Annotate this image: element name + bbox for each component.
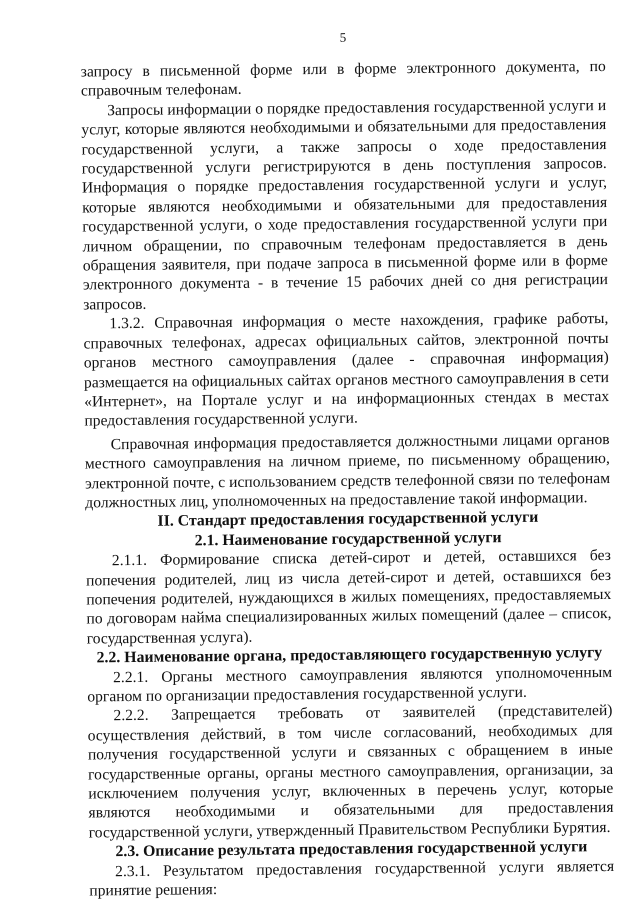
subsection-heading-2-2: 2.2. Наименование органа, предоставляющего государственную услугу — [96, 644, 603, 667]
paragraph-continuation: запросу в письменной форме или в форме электронного документа, по справочным телефонам. — [80, 58, 606, 100]
section-heading-ii: II. Стандарт предоставления государственной услуги — [157, 509, 539, 531]
document-body — [81, 57, 615, 901]
paragraph-2-2-1: 2.2.1. Органы местного самоуправления являются уполномоченным органом по организации предоставления государственной услуги. — [87, 663, 613, 706]
page-number: 5 — [339, 29, 347, 45]
paragraph-1-3-2: 1.3.2. Справочная информация о месте нахождения, графике работы, справочных телефонах, адресах официальных сайтов, электронной почты органов местного самоуправления (далее - справочная информация) размещается на официальных сайтах органов местного самоуправления в сети «Интернет», на Портале услуг и на информационных стендах в местах предоставления государственной услуги. — [83, 310, 610, 430]
subsection-heading-2-1: 2.1. Наименование государственной услуги — [194, 528, 502, 550]
paragraph-reference-info: Справочная информация предоставляется должностными лицами органов местного самоуправления на личном приеме, по письменному обращению, электронной почте, с использованием средств телефонной связи по телефонам должностных лиц, уполномоченных на предоставление такой информации. — [84, 430, 611, 512]
subsection-heading-2-3: 2.3. Описание результата предоставления государственной услуги — [115, 838, 588, 861]
paragraph-2-3-1: 2.3.1. Результатом предоставления государственной услуги является принятие решения: — [89, 857, 615, 900]
paragraph-2-1-1: 2.1.1. Формирование списка детей-сирот и детей, оставшихся без попечения родителей, лиц из числа детей-сирот и детей, оставшихся без попечения родителей, нуждающихся в жилых помещениях, предоставляемых по договорам найма специализированных жилых помещений (далее – список, государственная услуга). — [85, 547, 612, 648]
paragraph-requests: Запросы информации о порядке предоставления государственной услуги и услуг, которые являются необходимыми и обязательными для предоставления государственной услуги, а также запросы о ходе предоставления государственной услуги регистрируются в день поступления запросов. Информация о порядке предоставления государственной услуги и услуг, которые являются необходимыми и обязательными для предоставления государственной услуги, о ходе предоставления государственной услуги при личном обращении, по справочным телефонам предоставляется в день обращения заявителя, при подаче запроса в письменной форме или в форме электронного документа - в течение 15 рабочих дней со дня регистрации запросов. — [81, 96, 609, 314]
paragraph-2-2-2: 2.2.2. Запрещается требовать от заявителей (представителей) осуществления действий, в том числе согласований, необходимых для получения государственной услуги и связанных с обращением в иные государственные органы, органы местного самоуправления, организации, за исключением получения услуг, включенных в перечень услуг, которые являются необходимыми и обязательными для предоставления государственной услуги, утвержденный Правительством Республики Бурятия. — [87, 702, 614, 842]
